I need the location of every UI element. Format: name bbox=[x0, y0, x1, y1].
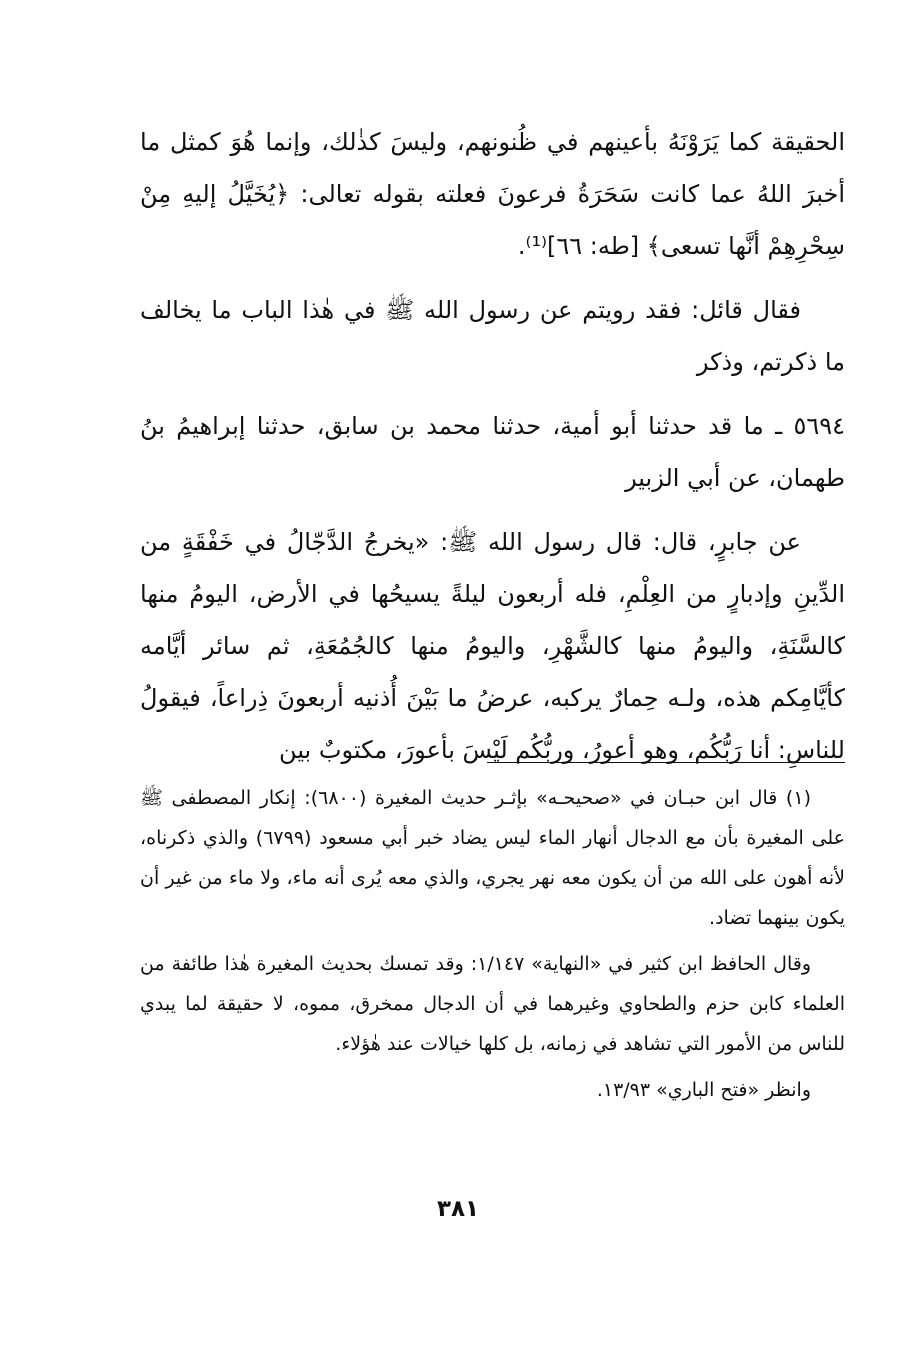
footnote-fath-al-bari: وانظر «فتح الباري» ١٣/٩٣. bbox=[596, 1079, 811, 1101]
main-text bbox=[140, 116, 845, 776]
footnotes bbox=[140, 778, 845, 1110]
footnote-ibn-kathir: وقال الحافظ ابن كثير في «النهاية» ١/١٤٧: وقد تمسك بحديث المغيرة هٰذا طائفة من العلماء كابن حزم والطحاوي وغيرهما في أن الدجال ممخرق، مموه، لا حقيقة لما يبدي للناس من الأمور التي تشاهد في زمانه، بل كلها خيالات عند هٰؤلاء. bbox=[140, 953, 845, 1055]
hadith-matn: عن جابرٍ، قال: قال رسول الله ﷺ: «يخرجُ الدَّجّالُ في خَفْقَةٍ من الدِّينِ وإدبارٍ من العِلْمِ، فله أربعون ليلةً يسيحُها في الأرض، اليومُ منها كالسَّنَةِ، واليومُ منها كالشَّهْرِ، واليومُ منها كالجُمُعَةِ، ثم سائر أيَّامه كأيَّامِكم هذه، ولـه حِمارٌ يركبه، عرضُ ما بَيْنَ أُذنيه أربعونَ ذِراعاً، فيقولُ للناسِ: أنا رَبُّكُم، وهو أعورُ، وربُّكُم لَيْسَ بأعورَ، مكتوبٌ بين bbox=[140, 528, 845, 764]
footnote-separator bbox=[487, 762, 845, 763]
paragraph-objection: فقال قائل: فقد رويتم عن رسول الله ﷺ في هٰذا الباب ما يخالف ما ذكرتم، وذكر bbox=[140, 296, 845, 376]
paragraph-continuation: الحقيقة كما يَرَوْنَهُ بأعينهم في ظُنونهم، وليسَ كذٰلك، وإنما هُوَ كمثل ما أخبرَ اللهُ عما كانت سَحَرَةُ فرعونَ فعلته بقوله تعالى: ﴿يُخَيَّلُ إليهِ مِنْ سِحْرِهِمْ أنَّها تسعى﴾ [طه: ٦٦]⁽¹⁾. bbox=[140, 128, 845, 260]
hadith-isnad-5694: ٥٦٩٤ ـ ما قد حدثنا أبو أمية، حدثنا محمد بن سابق، حدثنا إبراهيمُ بنُ طهمان، عن أبي الزبير bbox=[140, 412, 845, 492]
page-number: ٣٨١ bbox=[436, 1196, 480, 1222]
footnote-1: (١) قال ابن حبـان في «صحيحـه» بإثـر حديث المغيرة (٦٨٠٠): إنكار المصطفى ﷺ على المغيرة بأن مع الدجال أنهار الماء ليس يضاد خبر أبي مسعود (٦٧٩٩) والذي ذكرناه، لأنه أهون على الله من أن يكون معه نهر يجري، والذي معه يُرى أنه ماء، ولا ماء من غير أن يكون بينهما تضاد. bbox=[140, 787, 846, 929]
